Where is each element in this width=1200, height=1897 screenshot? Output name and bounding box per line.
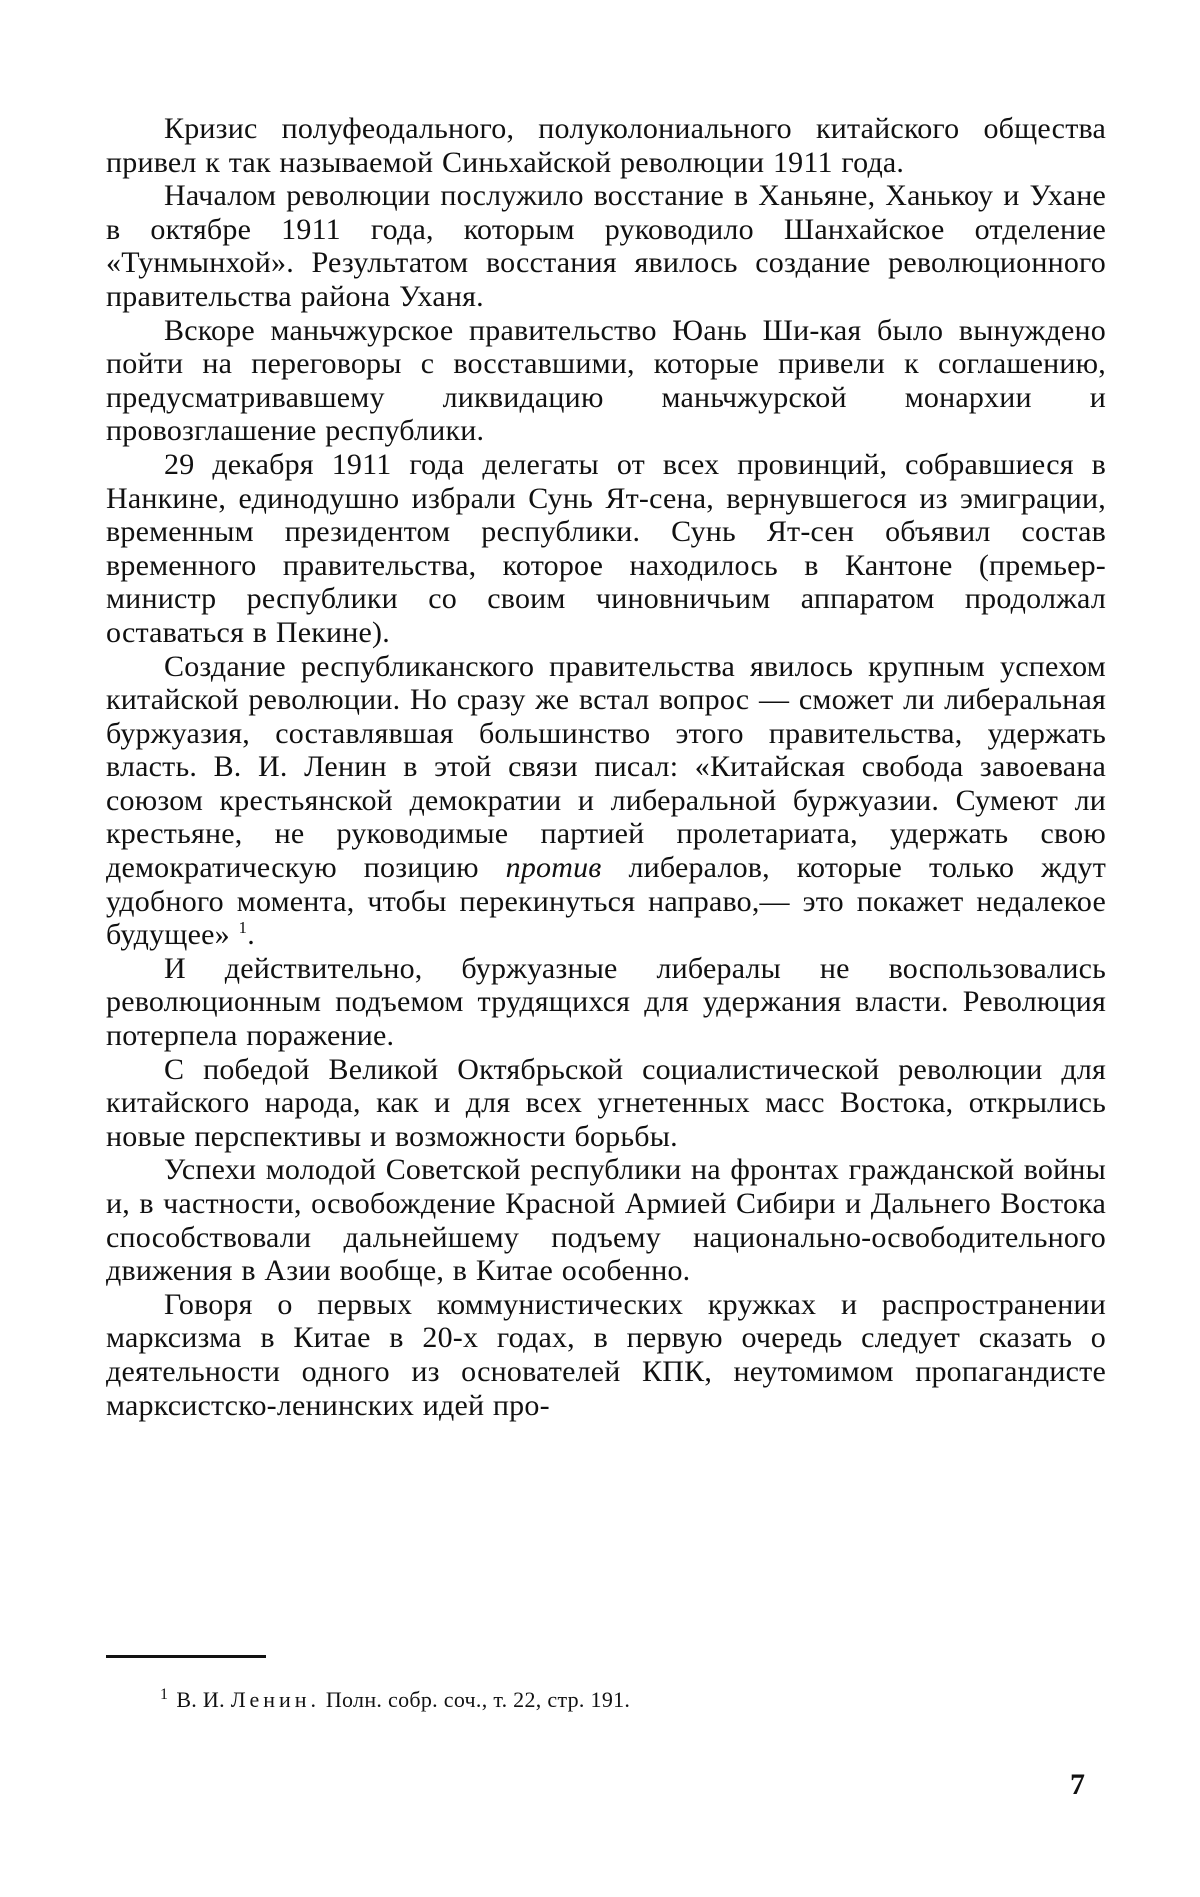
footnote-source: Полн. собр. соч., т. 22, стр. 191. — [325, 1687, 631, 1712]
paragraph-1: Кризис полуфеодального, полуколониального китайского общества привел к так называемой Синьхайской революции 1911 года. — [106, 112, 1106, 179]
footnote — [160, 1686, 1060, 1714]
paragraph-4: 29 декабря 1911 года делегаты от всех провинций, собравшиеся в Нанкине, единодушно избрали Сунь Ят-сена, вернувшегося из эмиграции, временным президентом республики. Сунь Ят-сен объявил состав временного правительства, которое находилось в Кантоне (премьер-министр республики со своим чиновничьим аппаратом продолжал оставаться в Пекине). — [106, 447, 1106, 649]
main-text — [106, 112, 1106, 1422]
footnote-divider — [106, 1655, 266, 1658]
footnote-author-initials: В. И. — [176, 1687, 225, 1712]
paragraph-5: Создание республиканского правительства явилось крупным успехом китайской революции. Но сразу же встал вопрос — сможет ли либеральная буржуазия, составлявшая большинство этого правительства, удержать власть. В. И. Ленин в этой связи писал: «Китайская свобода завоевана союзом крестьянской демократии и либеральной буржуазии. Сумеют ли крестьяне, не руководимые партией пролетариата, удержать свою демократическую позицию против либералов, которые только ждут удобного момента, чтобы перекинуться направо,— это покажет недалекое будущее» $^1$. — [106, 649, 1107, 952]
paragraph-7: С победой Великой Октябрьской социалистической революции для китайского народа, как и для всех угнетенных масс Востока, открылись новые перспективы и возможности борьбы. — [106, 1052, 1106, 1153]
page-number: 7 — [1070, 1768, 1085, 1801]
paragraph-5-text-after: либералов, которые только ждут удобного момента, чтобы перекинуться направо,— это покажет недалекое будущее» — [106, 851, 1107, 952]
footnote-mark: 1 — [160, 1685, 169, 1703]
paragraph-5-text-before: Создание республиканского правительства явилось крупным успехом китайской революции. Но сразу же встал вопрос — сможет ли либеральная буржуазия, составлявшая большинство этого правительства, удержать власть. В. И. Ленин в этой связи писал: «Китайская свобода завоевана союзом крестьянской демократии и либеральной буржуазии. Сумеют ли крестьяне, не руководимые партией пролетариата, удержать свою демократическую позицию — [106, 649, 1106, 885]
paragraph-5-emphasis: против — [505, 851, 602, 885]
paragraph-9: Говоря о первых коммунистических кружках и распространении марксизма в Китае в 20-х годах, в первую очередь следует сказать о деятельности одного из основателей КПК, неутомимом пропагандисте марксистско-ленинских идей про- — [106, 1287, 1106, 1422]
paragraph-8: Успехи молодой Советской республики на фронтах гражданской войны и, в частности, освобождение Красной Армией Сибири и Дальнего Востока способствовали дальнейшему подъему национально-освободительного движения в Азии вообще, в Китае особенно. — [106, 1153, 1106, 1288]
footnote-author-name: Ленин. — [230, 1687, 321, 1712]
paragraph-2: Началом революции послужило восстание в Ханьяне, Ханькоу и Ухане в октябре 1911 года, которым руководило Шанхайское отделение «Тунмынхой». Результатом восстания явилось создание революционного правительства района Уханя. — [106, 179, 1106, 313]
paragraph-3: Вскоре маньчжурское правительство Юань Ши-кая было вынуждено пойти на переговоры с восставшими, которые привели к соглашению, предусматривавшему ликвидацию маньчжурской монархии и провозглашение республики. — [106, 313, 1106, 448]
paragraph-6: И действительно, буржуазные либералы не воспользовались революционным подъемом трудящихся для удержания власти. Революция потерпела поражение. — [106, 951, 1106, 1053]
footnote-reference[interactable]: 1 — [238, 918, 248, 938]
